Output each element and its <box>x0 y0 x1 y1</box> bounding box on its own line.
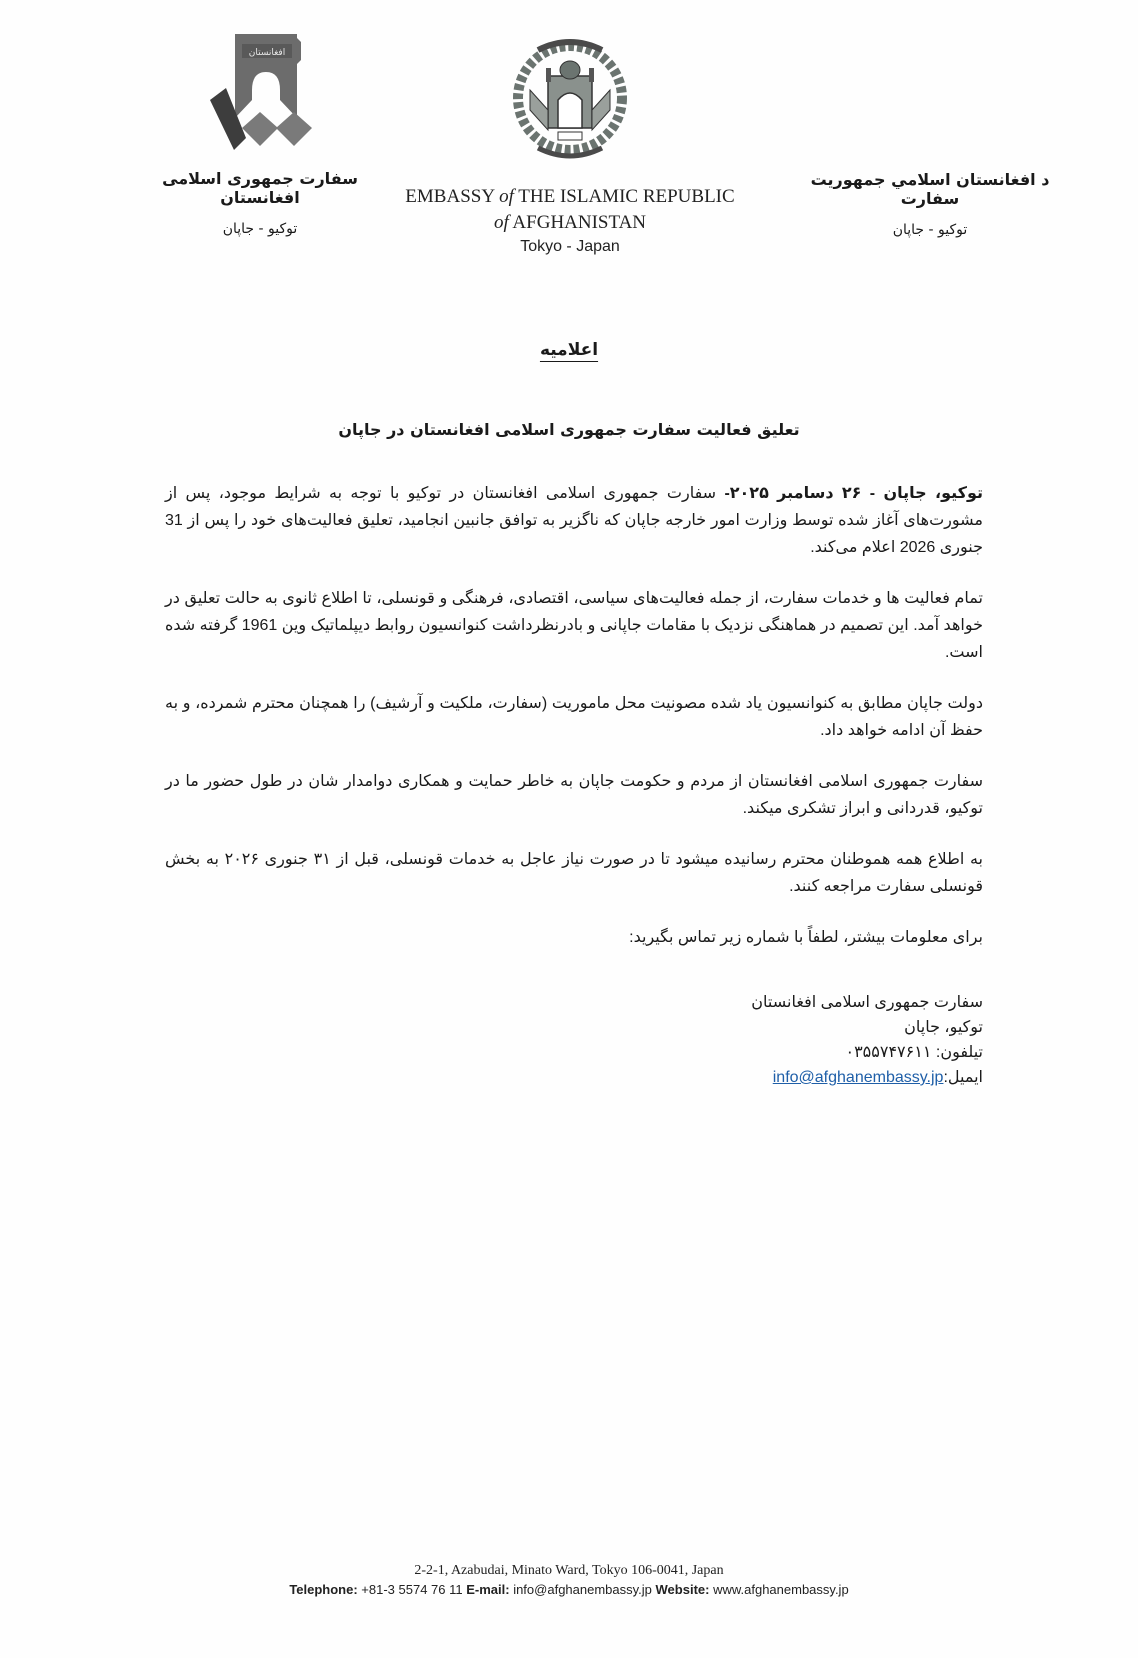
embassy-name-english: EMBASSY of THE ISLAMIC REPUBLIC of AFGHANISTAN <box>405 186 735 233</box>
paragraph-5: به اطلاع همه هموطنان محترم رسانیده میشود تا در صورت نیاز عاجل به خدمات قونسلی، قبل از ۳۱ جنوری ۲۰۲۶ به بخش قونسلی سفارت مراجعه کنند. <box>165 851 983 895</box>
embassy-name-dari: سفارت جمهوری اسلامی افغانستان <box>162 169 358 207</box>
footer-address: 2-2-1, Azabudai, Minato Ward, Tokyo 106-0041, Japan <box>414 1563 724 1578</box>
header-center <box>390 30 750 256</box>
footer-contact: Telephone: +81-3 5574 76 11 E-mail: info@afghanembassy.jp Website: www.afghanembassy.jp <box>289 1582 849 1597</box>
footer-website: www.afghanembassy.jp <box>709 1582 849 1597</box>
afghanistan-100-logo-icon <box>200 30 320 155</box>
letterhead-footer <box>0 1563 1138 1597</box>
signature-email: ایمیل:info@afghanembassy.jp <box>772 1069 983 1086</box>
header-left <box>130 30 390 237</box>
signature-phone: تیلفون: ۰۳۵۵۷۴۷۶۱۱ <box>845 1044 983 1061</box>
footer-email: info@afghanembassy.jp <box>509 1582 656 1597</box>
signature-block <box>640 990 983 1090</box>
city-dari: توکیو - جاپان <box>222 221 298 237</box>
city-english: Tokyo - Japan <box>520 238 620 255</box>
embassy-name-pashto: د افغانستان اسلامي جمهوريت سفارت <box>810 170 1050 208</box>
svg-text:افغانستان: افغانستان <box>248 48 286 58</box>
paragraph-1: توکیو، جاپان - ۲۶ دسامبر ۲۰۲۵- سفارت جمهوری اسلامی افغانستان در توکیو با توجه به شرایط موجود، پس از مشورت‌های آغاز شده توسط وزارت امور خارجه جاپان که ناگزیر به توافق جانبین انجامید، تعلیق فعالیت‌های خود را پس از 31 جنوری 2026 اعلام می‌کند. <box>165 485 984 556</box>
paragraph-6: برای معلومات بیشتر، لطفاً با شماره زیر تماس بگیرید: <box>629 929 983 946</box>
email-link[interactable]: info@afghanembassy.jp <box>772 1069 944 1086</box>
footer-phone: +81-3 5574 76 11 <box>357 1582 467 1597</box>
notice-heading: اعلامیه <box>539 340 599 360</box>
paragraph-4: سفارت جمهوری اسلامی افغانستان از مردم و حکومت جاپان به خاطر حمایت و همکاری دوامدار شان در طول حضور ما در توکیو، قدردانی و ابراز تشکری میکند. <box>165 773 983 817</box>
paragraph-2: تمام فعالیت ها و خدمات سفارت، از جمله فعالیت‌های سیاسی، اقتصادی، فرهنگی و قونسلی، تا اطلاع ثانوی به حالت تعلیق در خواهد آمد. این تصمیم در هماهنگی نزدیک با مقامات جاپانی و بادرنظرداشت کنوانسیون روابط دیپلماتیک وین 1961 گرفته شده است. <box>165 590 983 661</box>
city-pashto: توکیو - جاپان <box>892 222 968 238</box>
dateline: توکیو، جاپان - ۲۶ دسامبر ۲۰۲۵- <box>724 485 984 502</box>
signature-city: توکیو، جاپان <box>904 1019 983 1036</box>
letter-body <box>165 480 983 975</box>
coat-of-arms-icon <box>508 30 633 170</box>
paragraph-3: دولت جاپان مطابق به کنوانسیون یاد شده مصونیت محل ماموریت (سفارت، ملکیت و آرشیف) را همچنان محترم شمرده، و به حفظ آن ادامه خواهد داد. <box>165 695 983 739</box>
header-right <box>790 170 1070 238</box>
signature-org: سفارت جمهوری اسلامی افغانستان <box>751 994 983 1011</box>
notice-subject: تعلیق فعالیت سفارت جمهوری اسلامی افغانستان در جاپان <box>338 420 800 439</box>
